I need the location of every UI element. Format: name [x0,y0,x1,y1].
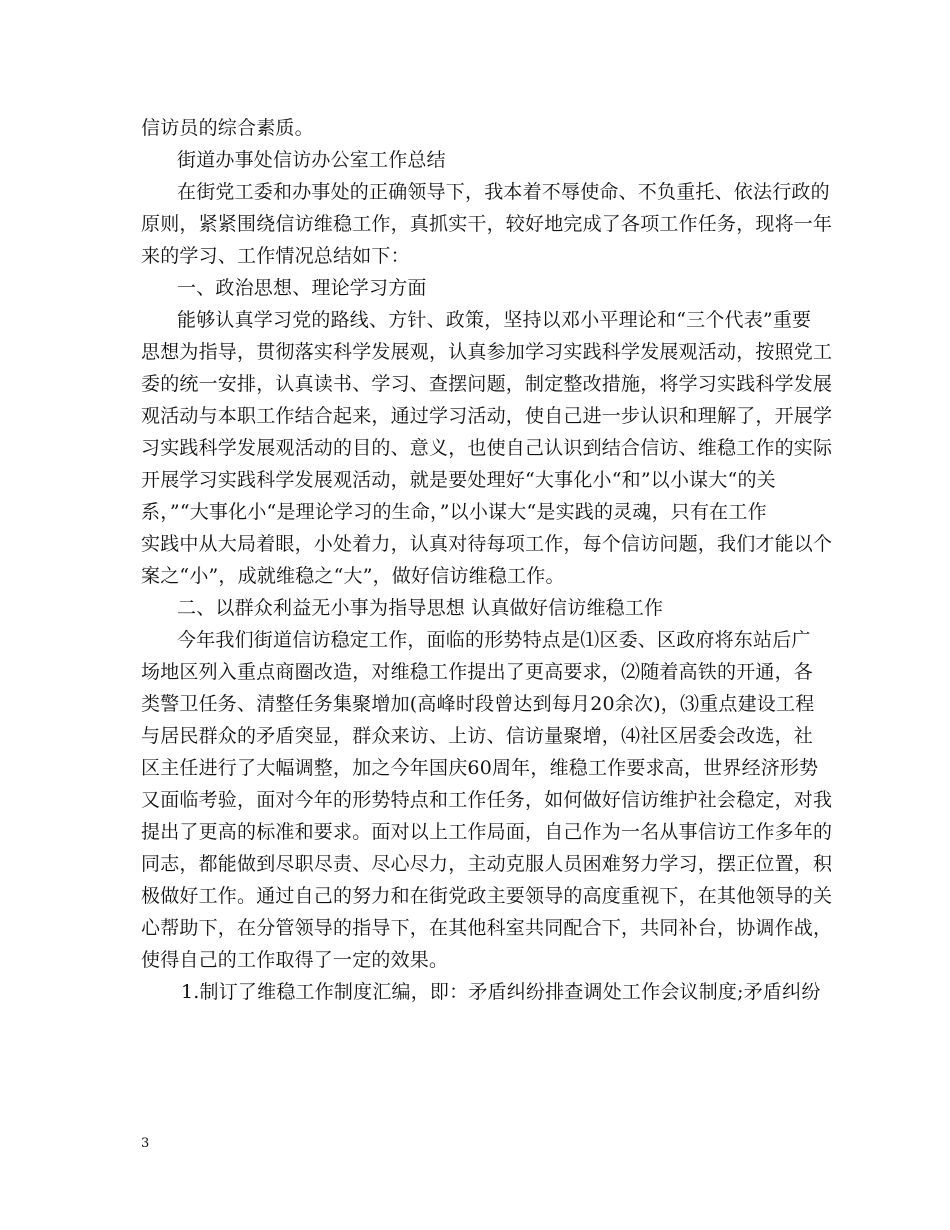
page-number: 3 [141,1136,150,1151]
text-line: 区主任进行了大幅调整，加之今年国庆60周年，维稳工作要求高，世界经济形势 [141,757,819,779]
text-line: 信访员的综合素质。 [141,117,314,139]
text-line: 在街党工委和办事处的正确领导下，我本着不辱使命、不负重托、依法行政的 [177,181,830,203]
text-line: 同志，都能做到尽职尽责、尽心尽力，主动克服人员困难努力学习，摆正位置，积 [141,853,833,875]
section-heading: 一、政治思想、理论学习方面 [177,277,427,299]
text-line: 场地区列入重点商圈改造，对维稳工作提出了更高要求，⑵随着高铁的开通，各 [141,661,814,683]
text-line: 与居民群众的矛盾突显，群众来访、上访、信访量聚增，⑷社区居委会改选，社 [141,725,814,747]
text-line: 类警卫任务、清整任务集聚增加(高峰时段曾达到每月20余次)，⑶重点建设工程 [141,693,815,715]
text-line: 案之“小”，成就维稳之“大”，做好信访维稳工作。 [141,565,565,587]
list-item: 1.制订了维稳工作制度汇编，即：矛盾纠纷排查调处工作会议制度;矛盾纠纷 [181,981,821,1003]
text-line: 又面临考验，面对今年的形势特点和工作任务，如何做好信访维护社会稳定，对我 [141,789,833,811]
text-line: 提出了更高的标准和要求。面对以上工作局面，自己作为一名从事信访工作多年的 [141,821,833,843]
text-line: 原则，紧紧围绕信访维稳工作，真抓实干，较好地完成了各项工作任务，现将一年 [141,213,833,235]
text-line: 心帮助下，在分管领导的指导下，在其他科室共同配合下，共同补台，协调作战， [141,917,833,939]
section-title: 街道办事处信访办公室工作总结 [177,149,446,171]
text-line: 系，”“大事化小“是理论学习的生命，”以小谋大“是实践的灵魂，只有在工作 [141,501,767,523]
text-line: 极做好工作。通过自己的努力和在街党政主要领导的高度重视下，在其他领导的关 [141,885,833,907]
text-line: 思想为指导，贯彻落实科学发展观，认真参加学习实践科学发展观活动，按照党工 [141,341,833,363]
section-heading: 二、以群众利益无小事为指导思想 认真做好信访维稳工作 [177,597,664,619]
text-line: 使得自己的工作取得了一定的效果。 [141,949,449,971]
text-line: 习实践科学发展观活动的目的、意义，也使自己认识到结合信访、维稳工作的实际 [141,437,833,459]
text-line: 开展学习实践科学发展观活动，就是要处理好“大事化小“和”以小谋大“的关 [141,469,776,491]
text-line: 观活动与本职工作结合起来，通过学习活动，使自己进一步认识和理解了，开展学 [141,405,833,427]
text-line: 今年我们街道信访稳定工作，面临的形势特点是⑴区委、区政府将东站后广 [177,629,811,651]
text-line: 来的学习、工作情况总结如下： [141,245,410,267]
text-line: 能够认真学习党的路线、方针、政策，坚持以邓小平理论和“三个代表”重要 [177,309,812,331]
body-text [141,112,833,1008]
text-line: 委的统一安排，认真读书、学习、查摆问题，制定整改措施，将学习实践科学发展 [141,373,833,395]
text-line: 实践中从大局着眼，小处着力，认真对待每项工作，每个信访问题，我们才能以个 [141,533,833,555]
